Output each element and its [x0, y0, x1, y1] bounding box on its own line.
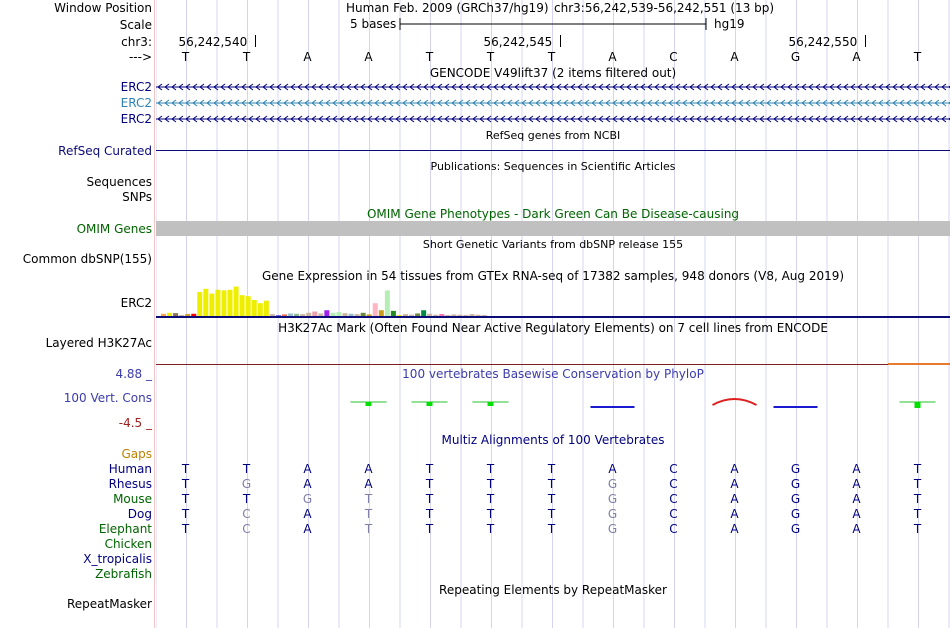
gtex-bar[interactable] [276, 315, 281, 316]
gtex-bar[interactable] [294, 314, 299, 316]
multiz-base: A [730, 507, 739, 521]
multiz-base: A [303, 477, 312, 491]
multiz-base: T [913, 462, 922, 476]
gtex-bar[interactable] [300, 314, 305, 316]
multiz-base: T [547, 507, 556, 521]
bases-label: ---> [128, 50, 152, 64]
multiz-base: A [608, 462, 617, 476]
gtex-bar[interactable] [234, 287, 239, 316]
gtex-bar[interactable] [433, 315, 438, 316]
gtex-bar[interactable] [373, 303, 378, 316]
multiz-base: T [486, 492, 495, 506]
gtex-bar[interactable] [330, 313, 335, 316]
multiz-base: T [913, 492, 922, 506]
phylop-mark[interactable] [713, 399, 757, 405]
gtex-bar[interactable] [222, 290, 227, 316]
multiz-base: C [669, 522, 678, 536]
gtex-bar[interactable] [361, 313, 366, 316]
scale-db: hg19 [714, 17, 745, 31]
multiz-base: T [425, 477, 434, 491]
phylop-ymax-label[interactable]: 4.88 _ [115, 367, 152, 381]
publications-snps-label[interactable]: SNPs [122, 190, 152, 204]
gtex-bar[interactable] [470, 314, 475, 316]
dbsnp-label[interactable]: Common dbSNP(155) [22, 252, 152, 266]
base-letter: T [913, 50, 922, 64]
multiz-species-label[interactable]: Dog [127, 507, 152, 521]
multiz-base: G [302, 492, 313, 506]
multiz-species-label[interactable]: Zebrafish [95, 567, 152, 581]
h3k27ac-signal[interactable] [888, 363, 950, 365]
multiz-base: G [607, 507, 618, 521]
gtex-bar[interactable] [185, 314, 190, 316]
multiz-base: T [486, 462, 495, 476]
gtex-bar[interactable] [409, 315, 414, 316]
multiz-base: T [425, 492, 434, 506]
multiz-base: T [242, 462, 251, 476]
gtex-bar[interactable] [439, 314, 444, 316]
gtex-bar[interactable] [197, 292, 202, 316]
gtex-bar[interactable] [306, 313, 311, 316]
multiz-track-title[interactable]: Multiz Alignments of 100 Vertebrates [441, 433, 665, 447]
multiz-base: A [730, 492, 739, 506]
base-letter: G [790, 50, 801, 64]
refseq-gene-line[interactable] [156, 150, 950, 151]
phylop-bar[interactable] [488, 402, 494, 406]
gencode-transcript[interactable] [156, 80, 950, 94]
multiz-base: T [913, 507, 922, 521]
base-letter: T [181, 50, 190, 64]
multiz-base: T [913, 477, 922, 491]
h3k27ac-label[interactable]: Layered H3K27Ac [45, 336, 152, 350]
multiz-base: T [242, 492, 251, 506]
ruler-tick-label: 56,242,550 [788, 35, 858, 49]
gtex-bar[interactable] [379, 310, 384, 316]
gencode-transcript-label[interactable]: ERC2 [120, 112, 152, 126]
gtex-bar[interactable] [451, 314, 456, 316]
gtex-bar[interactable] [288, 313, 293, 316]
multiz-base: T [547, 462, 556, 476]
multiz-base: A [852, 522, 861, 536]
multiz-base: T [425, 507, 434, 521]
gtex-bar[interactable] [270, 314, 275, 316]
multiz-base: T [913, 522, 922, 536]
base-letter: T [425, 50, 434, 64]
multiz-base: C [669, 462, 678, 476]
gtex-bar[interactable] [445, 315, 450, 316]
omim-label[interactable]: OMIM Genes [76, 222, 152, 236]
gencode-transcript-label[interactable]: ERC2 [120, 80, 152, 94]
multiz-base: A [303, 462, 312, 476]
gtex-bar[interactable] [264, 301, 269, 316]
gtex-bar[interactable] [173, 313, 178, 316]
gtex-bar[interactable] [427, 314, 432, 316]
multiz-base: T [364, 492, 373, 506]
multiz-base: A [852, 462, 861, 476]
multiz-base: T [425, 462, 434, 476]
multiz-base: C [669, 477, 678, 491]
multiz-base: C [242, 507, 251, 521]
base-letter: A [608, 50, 617, 64]
multiz-base: T [181, 507, 190, 521]
multiz-base: G [607, 492, 618, 506]
multiz-species-label[interactable]: Mouse [113, 492, 152, 506]
phylop-bar[interactable] [366, 402, 372, 406]
multiz-species-label[interactable]: X_tropicalis [83, 552, 152, 566]
gtex-bar[interactable] [167, 313, 172, 316]
base-letter: T [242, 50, 251, 64]
base-letter: T [547, 50, 556, 64]
multiz-species-label[interactable]: Rhesus [108, 477, 152, 491]
h3k27ac-baseline[interactable] [156, 364, 950, 365]
repeatmasker-label[interactable]: RepeatMasker [66, 597, 152, 611]
region-position[interactable]: chr3:56,242,539-56,242,551 (13 bp) [554, 1, 775, 15]
assembly-name[interactable]: Human Feb. 2009 (GRCh37/hg19) [346, 1, 549, 15]
phylop-bar[interactable] [915, 402, 921, 408]
multiz-base: C [669, 492, 678, 506]
multiz-base: G [241, 477, 252, 491]
gtex-bar[interactable] [312, 312, 317, 316]
phylop-label[interactable]: 100 Vert. Cons [63, 391, 152, 405]
phylop-bar[interactable] [427, 402, 433, 406]
gtex-bar[interactable] [397, 315, 402, 316]
gtex-bar[interactable] [246, 296, 251, 316]
scale-text: 5 bases [350, 17, 397, 31]
phylop-plot[interactable] [156, 372, 950, 432]
multiz-species-label[interactable]: Elephant [98, 522, 152, 536]
gencode-transcript-label[interactable]: ERC2 [120, 96, 152, 110]
gtex-bar[interactable] [391, 311, 396, 316]
multiz-base: A [364, 462, 373, 476]
multiz-base: T [364, 507, 373, 521]
multiz-base: C [669, 507, 678, 521]
gtex-bar[interactable] [215, 290, 220, 316]
omim-gene-bar[interactable] [156, 221, 950, 236]
gtex-bar[interactable] [228, 290, 233, 316]
multiz-base: T [425, 522, 434, 536]
chrom-label: chr3: [121, 35, 152, 49]
base-letter: A [852, 50, 861, 64]
refseq-track-title[interactable]: RefSeq genes from NCBI [485, 129, 621, 142]
gtex-bar[interactable] [252, 300, 257, 316]
ruler-tick-label: 56,242,545 [483, 35, 553, 49]
multiz-base: A [364, 477, 373, 491]
multiz-gaps-label[interactable]: Gaps [121, 447, 152, 461]
gtex-bar[interactable] [343, 313, 348, 316]
scale-label: Scale [119, 18, 152, 32]
gtex-bar[interactable] [349, 314, 354, 316]
base-letter: A [730, 50, 739, 64]
multiz-base: T [547, 477, 556, 491]
gencode-transcript[interactable] [156, 96, 950, 110]
gtex-gene-label[interactable]: ERC2 [120, 296, 152, 310]
multiz-base: G [790, 492, 801, 506]
multiz-base: T [181, 492, 190, 506]
publications-sequences-label[interactable]: Sequences [86, 175, 152, 189]
gtex-bar[interactable] [385, 290, 390, 316]
gtex-bar[interactable] [464, 315, 469, 316]
gtex-bar[interactable] [476, 315, 481, 316]
multiz-base: A [730, 477, 739, 491]
gtex-bar[interactable] [161, 314, 166, 316]
multiz-base: A [730, 522, 739, 536]
multiz-base: T [547, 522, 556, 536]
multiz-base: T [181, 477, 190, 491]
phylop-ymin-label[interactable]: -4.5 _ [118, 416, 152, 430]
multiz-base: A [730, 462, 739, 476]
gtex-bar[interactable] [179, 315, 184, 316]
h3k27ac-track-title[interactable]: H3K27Ac Mark (Often Found Near Active Regulatory Elements) on 7 cell lines from ENCODE [278, 321, 828, 335]
multiz-base: A [852, 507, 861, 521]
multiz-base: G [790, 462, 801, 476]
ruler-tick-label: 56,242,540 [178, 35, 248, 49]
gtex-bar[interactable] [203, 289, 208, 316]
gtex-bar[interactable] [457, 315, 462, 316]
omim-track-title[interactable]: OMIM Gene Phenotypes - Dark Green Can Be Disease-causing [366, 207, 740, 221]
refseq-label[interactable]: RefSeq Curated [58, 144, 152, 158]
gtex-bar[interactable] [336, 312, 341, 316]
phylop-track-title[interactable]: 100 vertebrates Basewise Conservation by PhyloP [402, 367, 704, 381]
multiz-base: G [790, 477, 801, 491]
base-letter: A [303, 50, 312, 64]
gtex-bar[interactable] [282, 314, 287, 316]
multiz-species-label[interactable]: Human [108, 462, 152, 476]
multiz-base: A [303, 507, 312, 521]
gtex-bar[interactable] [415, 313, 420, 316]
multiz-base: A [303, 522, 312, 536]
publications-track-title[interactable]: Publications: Sequences in Scientific Articles [430, 160, 676, 173]
base-letter: C [669, 50, 678, 64]
multiz-base: G [607, 522, 618, 536]
multiz-base: T [486, 522, 495, 536]
gtex-bar[interactable] [355, 314, 360, 316]
dbsnp-track-title[interactable]: Short Genetic Variants from dbSNP release 155 [422, 238, 684, 251]
window-position-label: Window Position [54, 1, 152, 15]
gtex-bar[interactable] [240, 295, 245, 316]
gtex-bar[interactable] [403, 314, 408, 316]
gtex-bar[interactable] [209, 294, 214, 316]
gtex-bar[interactable] [367, 314, 372, 316]
multiz-base: T [181, 522, 190, 536]
gtex-bar[interactable] [318, 313, 323, 316]
gtex-bar-chart[interactable] [156, 284, 950, 318]
multiz-base: G [790, 507, 801, 521]
gtex-bar[interactable] [191, 314, 196, 316]
multiz-base: G [790, 522, 801, 536]
gencode-transcript[interactable] [156, 112, 950, 126]
gtex-track-title[interactable]: Gene Expression in 54 tissues from GTEx RNA-seq of 17382 samples, 948 donors (V8, Aug 2019) [261, 269, 845, 283]
multiz-base: G [607, 477, 618, 491]
multiz-base: C [242, 522, 251, 536]
gtex-bar[interactable] [324, 310, 329, 316]
multiz-species-label[interactable]: Chicken [104, 537, 152, 551]
repeatmasker-track-title[interactable]: Repeating Elements by RepeatMasker [439, 583, 667, 597]
multiz-base: T [547, 492, 556, 506]
base-letter: T [486, 50, 495, 64]
multiz-base: T [486, 477, 495, 491]
multiz-base: A [852, 492, 861, 506]
gtex-bar[interactable] [482, 315, 487, 316]
multiz-base: T [486, 507, 495, 521]
base-letter: A [364, 50, 373, 64]
multiz-base: A [852, 477, 861, 491]
gtex-bar[interactable] [421, 310, 426, 316]
gtex-bar[interactable] [258, 303, 263, 316]
multiz-base: T [364, 522, 373, 536]
gencode-track-title[interactable]: GENCODE V49lift37 (2 items filtered out) [429, 66, 677, 80]
multiz-base: T [181, 462, 190, 476]
